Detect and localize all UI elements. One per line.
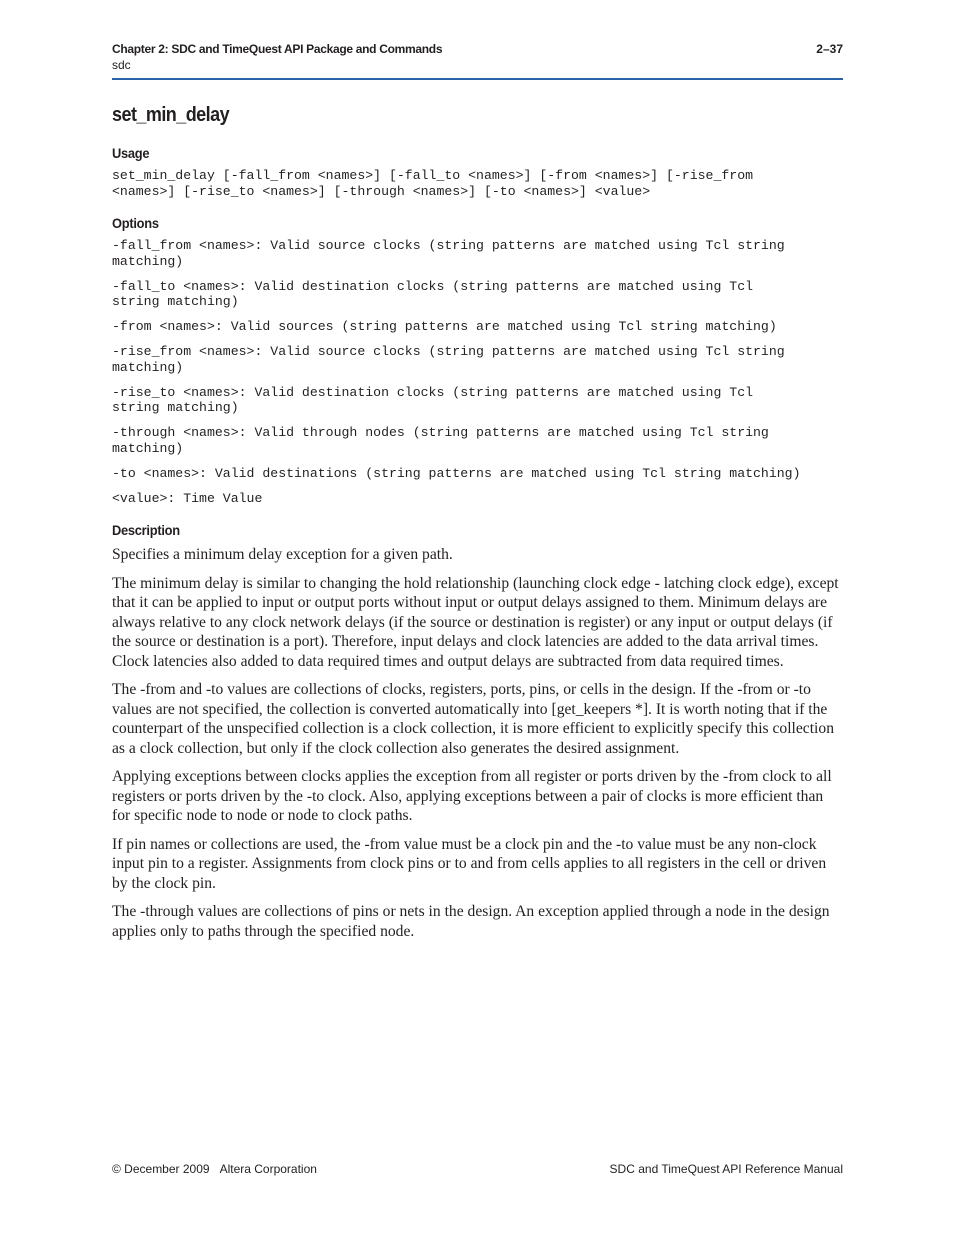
option-through: -through <names>: Valid through nodes (string patterns are matched using Tcl string matching)	[112, 425, 769, 456]
page-header	[112, 42, 843, 80]
description-paragraph: The minimum delay is similar to changing the hold relationship (launching clock edge - latching clock edge), except that it can be applied to input or output ports without input or output delays assigned to them. Minimum delays are always relative to any clock network delays (if the source or destination is register) or any input or output delays (if the source or destination is a port). Therefore, input delays and clock latencies are added to the data arrival times. Clock latencies also added to data required times and output delays are subtracted from data required times.	[112, 574, 839, 670]
footer-company: Altera Corporation	[219, 1162, 317, 1176]
option-from: -from <names>: Valid sources (string patterns are matched using Tcl string matching)	[112, 319, 777, 334]
option-to: -to <names>: Valid destinations (string patterns are matched using Tcl string matching)	[112, 465, 801, 481]
usage-syntax: set_min_delay [-fall_from <names>] [-fall_to <names>] [-from <names>] [-rise_from <names>] [-rise_to <names>] [-through <names>] [-to <names>] <value>	[112, 168, 754, 199]
usage-heading: Usage	[112, 145, 150, 161]
option-fall-to: -fall_to <names>: Valid destination clocks (string patterns are matched using Tcl string matching)	[112, 278, 754, 309]
option-rise-from: -rise_from <names>: Valid source clocks (string patterns are matched using Tcl string matching)	[112, 344, 785, 375]
page-number: 2–37	[816, 42, 843, 56]
option-fall-from: -fall_from <names>: Valid source clocks (string patterns are matched using Tcl string matching)	[112, 238, 785, 269]
description-paragraph: The -from and -to values are collections of clocks, registers, ports, pins, or cells in the design. If the -from or -to values are not specified, the collection is converted automatically into [get_keepers *]. It is worth noting that if the counterpart of the unspecified collection is a clock collection, it is more efficient to explicitly specify this collection as a clock collection, but only if the clock collection also generates the desired assignment.	[112, 681, 834, 757]
chapter-title: Chapter 2: SDC and TimeQuest API Package and Commands	[112, 42, 443, 56]
page-content	[112, 104, 843, 950]
command-title: set_min_delay	[112, 104, 230, 126]
description-paragraph: If pin names or collections are used, the -from value must be a clock pin and the -to value must be any non-clock input pin to a register. Assignments from clock pins or to and from cells applies to all registers in the cell or driven by the clock pin.	[112, 835, 827, 892]
description-paragraph: Applying exceptions between clocks applies the exception from all register or ports driven by the -from clock to all registers or ports driven by the -to clock. Also, applying exceptions between a pair of clocks is more efficient than for specific node to node or node to clock paths.	[112, 768, 832, 824]
section-name: sdc	[112, 58, 131, 72]
option-rise-to: -rise_to <names>: Valid destination clocks (string patterns are matched using Tcl string matching)	[112, 384, 754, 415]
footer-left	[112, 1162, 317, 1176]
footer-manual-title: SDC and TimeQuest API Reference Manual	[609, 1162, 843, 1176]
description-heading: Description	[112, 522, 180, 538]
option-value: <value>: Time Value	[112, 490, 263, 506]
description-paragraph: Specifies a minimum delay exception for a given path.	[112, 546, 453, 563]
description-paragraph: The -through values are collections of pins or nets in the design. An exception applied through a node in the design applies only to paths through the specified node.	[112, 903, 830, 940]
options-heading: Options	[112, 215, 159, 231]
footer-date: © December 2009	[112, 1162, 210, 1176]
